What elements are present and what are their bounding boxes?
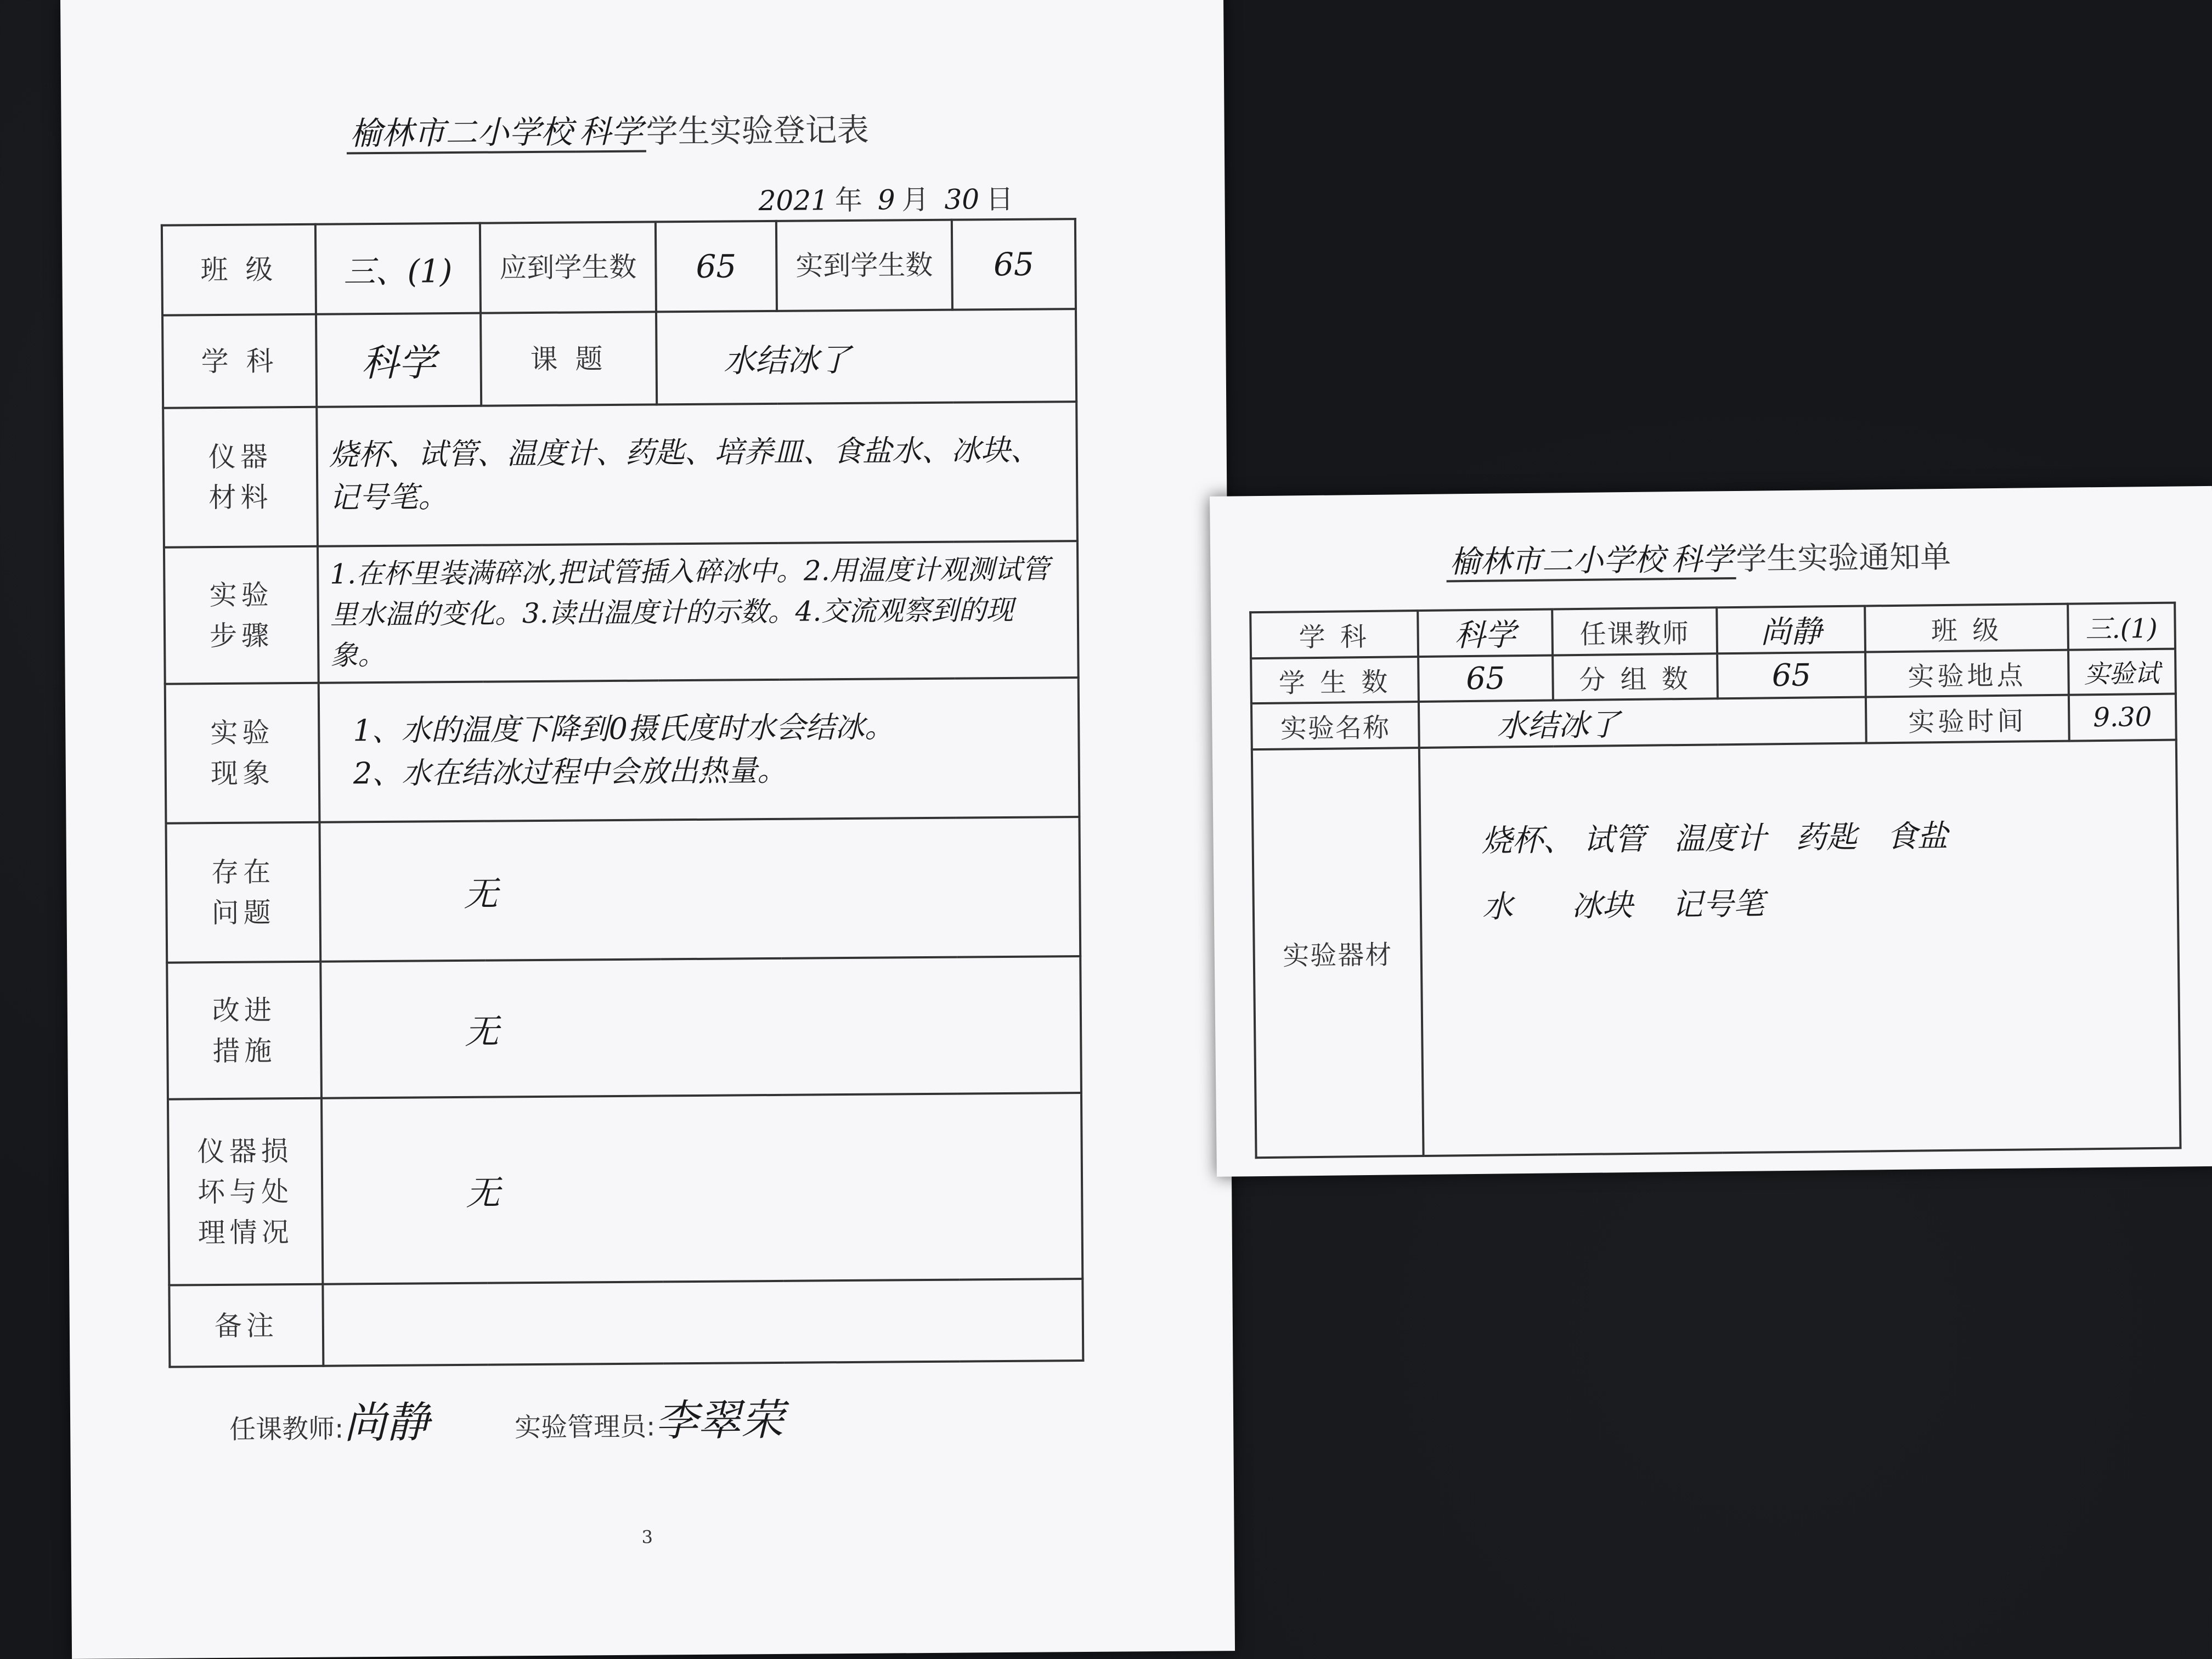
subject-label: 学 科 — [162, 314, 317, 408]
notice-teacher-value: 尚静 — [1717, 606, 1865, 654]
register-subject: 科学 — [575, 113, 646, 153]
table-row — [167, 956, 1081, 1099]
remarks-label: 备注 — [169, 1284, 323, 1367]
expected-label: 应到学生数 — [480, 222, 656, 313]
register-sheet — [60, 0, 1235, 1659]
notice-students-label: 学 生 数 — [1251, 657, 1419, 703]
damage-label: 仪器损坏与处理情况 — [168, 1098, 323, 1285]
register-school: 榆林市二小学校 — [346, 113, 576, 154]
notice-materials-label: 实验器材 — [1252, 748, 1424, 1158]
teacher-signature: 尚静 — [343, 1398, 430, 1448]
subject-value: 科学 — [316, 313, 481, 407]
topic-label: 课 题 — [481, 312, 657, 405]
equipment-value: 烧杯、试管、温度计、药匙、培养皿、食盐水、冰块、记号笔。 — [317, 402, 1077, 546]
expected-value: 65 — [656, 221, 777, 312]
notice-teacher-label: 任课教师 — [1552, 607, 1717, 655]
class-label: 班 级 — [162, 224, 316, 315]
date-month-unit: 月 — [901, 183, 929, 216]
notice-subject-value: 科学 — [1418, 609, 1553, 657]
table-row — [164, 541, 1079, 684]
problems-value: 无 — [319, 817, 1080, 962]
notice-time-label: 实验时间 — [1866, 695, 2069, 743]
register-title-rest: 学生实验登记表 — [646, 111, 869, 150]
table-row — [165, 678, 1080, 823]
table-row — [168, 1093, 1082, 1285]
notice-groups-label: 分 组 数 — [1553, 653, 1718, 700]
table-row — [162, 219, 1076, 315]
notice-name-label: 实验名称 — [1251, 702, 1419, 749]
table-row — [169, 1279, 1083, 1367]
admin-signature: 李翠荣 — [654, 1395, 784, 1446]
notice-class-label: 班 级 — [1865, 604, 2068, 652]
remarks-value — [323, 1279, 1083, 1366]
phenomenon-line-2: 2、水在结冰过程中会放出热量。 — [353, 753, 787, 791]
date-year: 2021 — [758, 184, 829, 217]
actual-value: 65 — [952, 219, 1076, 310]
topic-value: 水结冰了 — [656, 309, 1076, 404]
table-row — [1252, 740, 2181, 1158]
register-table — [161, 218, 1085, 1368]
date-month: 9 — [877, 184, 895, 216]
notice-location-value: 实验试 — [2068, 649, 2176, 695]
notice-name-value: 水结冰了 — [1419, 697, 1866, 748]
table-row — [162, 309, 1076, 408]
notice-title — [1446, 533, 1951, 582]
improvements-value: 无 — [320, 956, 1081, 1098]
notice-school: 榆林市二小学校 — [1446, 542, 1668, 582]
admin-signature-line — [515, 1386, 784, 1449]
steps-value: 1.在杯里装满碎冰,把试管插入碎冰中。2.用温度计观测试管里水温的变化。3.读出温度计的示数。4.交流观察到的现象。 — [318, 541, 1079, 683]
register-title — [346, 104, 869, 154]
phenomenon-value — [319, 678, 1080, 822]
teacher-signature-line — [229, 1388, 430, 1451]
notice-class-value: 三.(1) — [2068, 603, 2175, 650]
date-day: 30 — [944, 183, 980, 216]
notice-table — [1249, 602, 2181, 1159]
notice-time-value: 9.30 — [2069, 694, 2176, 741]
notice-students-value: 65 — [1418, 655, 1553, 702]
notice-sheet — [1210, 486, 2212, 1177]
admin-label: 实验管理员: — [514, 1411, 656, 1443]
class-value: 三、(1) — [315, 223, 481, 314]
damage-value: 无 — [321, 1093, 1082, 1284]
phenomenon-line-1: 1、水的温度下降到0摄氏度时水会结冰。 — [353, 709, 895, 748]
table-row — [163, 402, 1077, 548]
actual-label: 实到学生数 — [776, 220, 952, 311]
notice-title-rest: 学生实验通知单 — [1735, 539, 1951, 577]
register-date — [758, 177, 1020, 218]
materials-line-1: 烧杯、 试管 温度计 药匙 食盐 — [1481, 818, 1948, 859]
notice-subject-label: 学 科 — [1250, 611, 1418, 658]
date-day-unit: 日 — [985, 183, 1014, 216]
teacher-label: 任课教师: — [229, 1413, 344, 1445]
notice-materials-value — [1419, 740, 2181, 1156]
materials-line-2: 水 冰块 记号笔 — [1482, 886, 1765, 925]
page-number: 3 — [641, 1526, 653, 1548]
date-year-unit: 年 — [834, 184, 863, 217]
equipment-label: 仪器材料 — [163, 407, 318, 548]
table-row — [166, 817, 1080, 963]
notice-groups-value: 65 — [1717, 652, 1866, 699]
steps-label: 实验步骤 — [164, 546, 319, 684]
problems-label: 存在问题 — [166, 822, 320, 963]
notice-subject: 科学 — [1668, 541, 1736, 580]
phenomenon-label: 实验现象 — [165, 683, 320, 823]
improvements-label: 改进措施 — [167, 962, 321, 1099]
notice-location-label: 实验地点 — [1865, 650, 2069, 697]
